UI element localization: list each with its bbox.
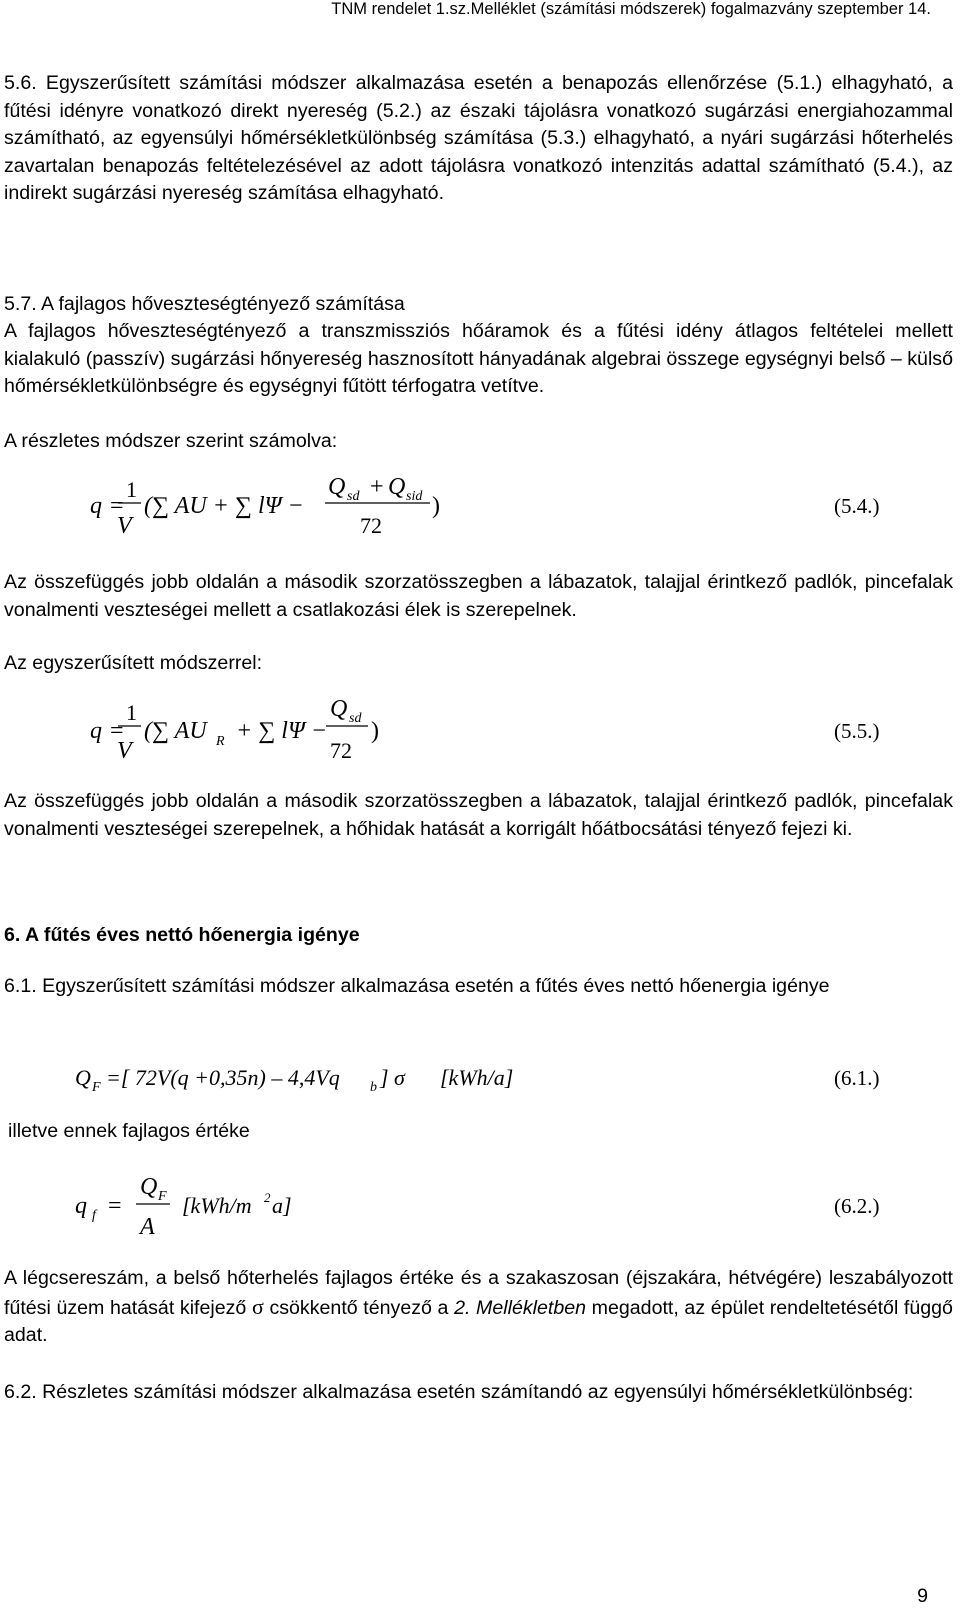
- page-header: TNM rendelet 1.sz.Melléklet (számítási módszerek) fogalmazvány szeptember 14.: [331, 0, 931, 18]
- eq62-unit2: a]: [272, 1193, 292, 1218]
- eq54-one: 1: [126, 477, 137, 502]
- eq62-q: q: [75, 1193, 87, 1219]
- eq54-plus: +: [370, 474, 384, 500]
- paragraph-5-7a: A fajlagos hőveszteségtényező a transzmissziós hőáramok és a fűtési idény átlagos feltételei mellett kialakuló (passzív) sugárzási hőnyereség hasznosított hányadának algebrai összege egységnyi belső – külső hőmérsékletkülönbségre és egységnyi fűtött térfogatra vetítve.: [4, 320, 953, 397]
- eq62-label: (6.2.): [834, 1194, 880, 1218]
- paragraph-6-1: 6.1. Egyszerűsített számítási módszer alkalmazása esetén a fűtés éves nettó hőenergia igénye: [4, 975, 830, 997]
- page-number: 9: [917, 1585, 928, 1607]
- eq55-label: (5.5.): [834, 719, 880, 743]
- equation-5-5: [90, 696, 880, 764]
- eq54-den: 72: [360, 513, 382, 538]
- paragraph-illetve: illetve ennek fajlagos értéke: [8, 1120, 250, 1142]
- eq61-label: (6.1.): [834, 1066, 880, 1090]
- equation-6-2: [75, 1174, 880, 1240]
- paragraph-simplified: Az egyszerűsített módszerrel:: [4, 652, 263, 674]
- eq55-rest: + ∑ lΨ −: [236, 718, 328, 744]
- paragraph-after-5-5: Az összefüggés jobb oldalán a második szorzatösszegben a lábazatok, talajjal érintkező padlók, pincefalak vonalmenti veszteségei szerepelnek, a hőhidak hatását a korrigált hőátbocsátási tényező fejezi ki.: [4, 790, 953, 840]
- sigma-text-italic: 2. Mellékletben: [454, 1296, 587, 1319]
- eq61-b: b: [370, 1080, 377, 1095]
- eq55-Q: Q: [330, 696, 348, 722]
- eq61-tail: ] σ: [380, 1065, 405, 1090]
- sigma-text-a: A légcsereszám, a belső hőterhelés fajlagos értéke és a szakaszosan (éjszakára, hétvégére) leszabályozott fűtési üzem hatását kifejező: [4, 1267, 953, 1319]
- eq54-sid: sid: [406, 489, 423, 504]
- eq55-R: R: [216, 734, 225, 749]
- sigma-symbol: σ: [251, 1293, 264, 1319]
- eq62-f: f: [92, 1208, 96, 1223]
- heading-6: 6. A fűtés éves nettó hőenergia igénye: [4, 924, 360, 946]
- eq55-eq: =: [110, 718, 124, 744]
- paragraph-sigma: [4, 1265, 953, 1350]
- sigma-text-b: csökkentő tényező a: [269, 1296, 449, 1319]
- eq61-unit: [kWh/a]: [440, 1065, 514, 1090]
- equation-6-1: [75, 1065, 880, 1095]
- eq61-Q: Q: [75, 1065, 91, 1090]
- sigma-text-c: megadott, az épület rendeltetésétől függő adat.: [4, 1296, 953, 1346]
- equation-5-4: [90, 474, 880, 539]
- eq54-Q2: Q: [388, 474, 406, 500]
- eq54-Q1: Q: [328, 474, 346, 500]
- eq62-eq: =: [108, 1193, 122, 1219]
- eq55-q: q: [90, 718, 102, 744]
- eq55-close: ): [371, 718, 379, 744]
- eq55-one: 1: [126, 700, 137, 725]
- eq54-V: V: [117, 513, 132, 539]
- eq62-F: F: [158, 1189, 167, 1204]
- eq62-Q: Q: [140, 1174, 158, 1200]
- paragraph-5-6: 5.6. Egyszerűsített számítási módszer alkalmazása esetén a benapozás ellenőrzése (5.1.) elhagyható, a fűtési idényre vonatkozó direkt nyereség (5.2.) az északi tájolásra vonatkozó sugárzási energiahozammal számítható, az egyensúlyi hőmérsékletkülönbség számítása (5.3.) elhagyható, a nyári sugárzási hőterhelés zavartalan benapozás feltételezésével az adott tájolásra vonatkozó intenzitás adattal számítható (5.4.), az indirekt sugárzási nyereség számítása elhagyható.: [4, 72, 953, 204]
- eq61-F: F: [92, 1080, 101, 1095]
- eq54-q: q: [90, 493, 102, 519]
- paragraph-after-5-4: Az összefüggés jobb oldalán a második szorzatösszegben a lábazatok, talajjal érintkező padlók, pincefalak vonalmenti veszteségei mellett a csatlakozási élek is szerepelnek.: [4, 571, 953, 621]
- eq54-label: (5.4.): [834, 494, 880, 518]
- eq55-V: V: [117, 738, 132, 764]
- eq54-close: ): [432, 493, 440, 519]
- paragraph-6-2: 6.2. Részletes számítási módszer alkalmazása esetén számítandó az egyensúlyi hőmérsékletkülönbség:: [4, 1381, 914, 1403]
- eq55-sd: sd: [349, 711, 362, 726]
- eq55-open: (∑ AU: [144, 718, 207, 744]
- eq55-den: 72: [330, 738, 352, 763]
- eq62-unit: [kWh/m: [182, 1193, 252, 1218]
- eq61-body: =[ 72V(q +0,35n) – 4,4Vq: [106, 1065, 340, 1090]
- paragraph-5-7b: A részletes módszer szerint számolva:: [4, 430, 338, 452]
- eq62-sup: 2: [264, 1190, 271, 1205]
- eq62-A: A: [140, 1214, 155, 1240]
- eq54-sum: (∑ AU + ∑ lΨ −: [144, 493, 304, 519]
- eq54-sd: sd: [347, 489, 360, 504]
- eq54-eq: =: [110, 493, 124, 519]
- heading-5-7: 5.7. A fajlagos hőveszteségtényező számítása: [4, 293, 405, 315]
